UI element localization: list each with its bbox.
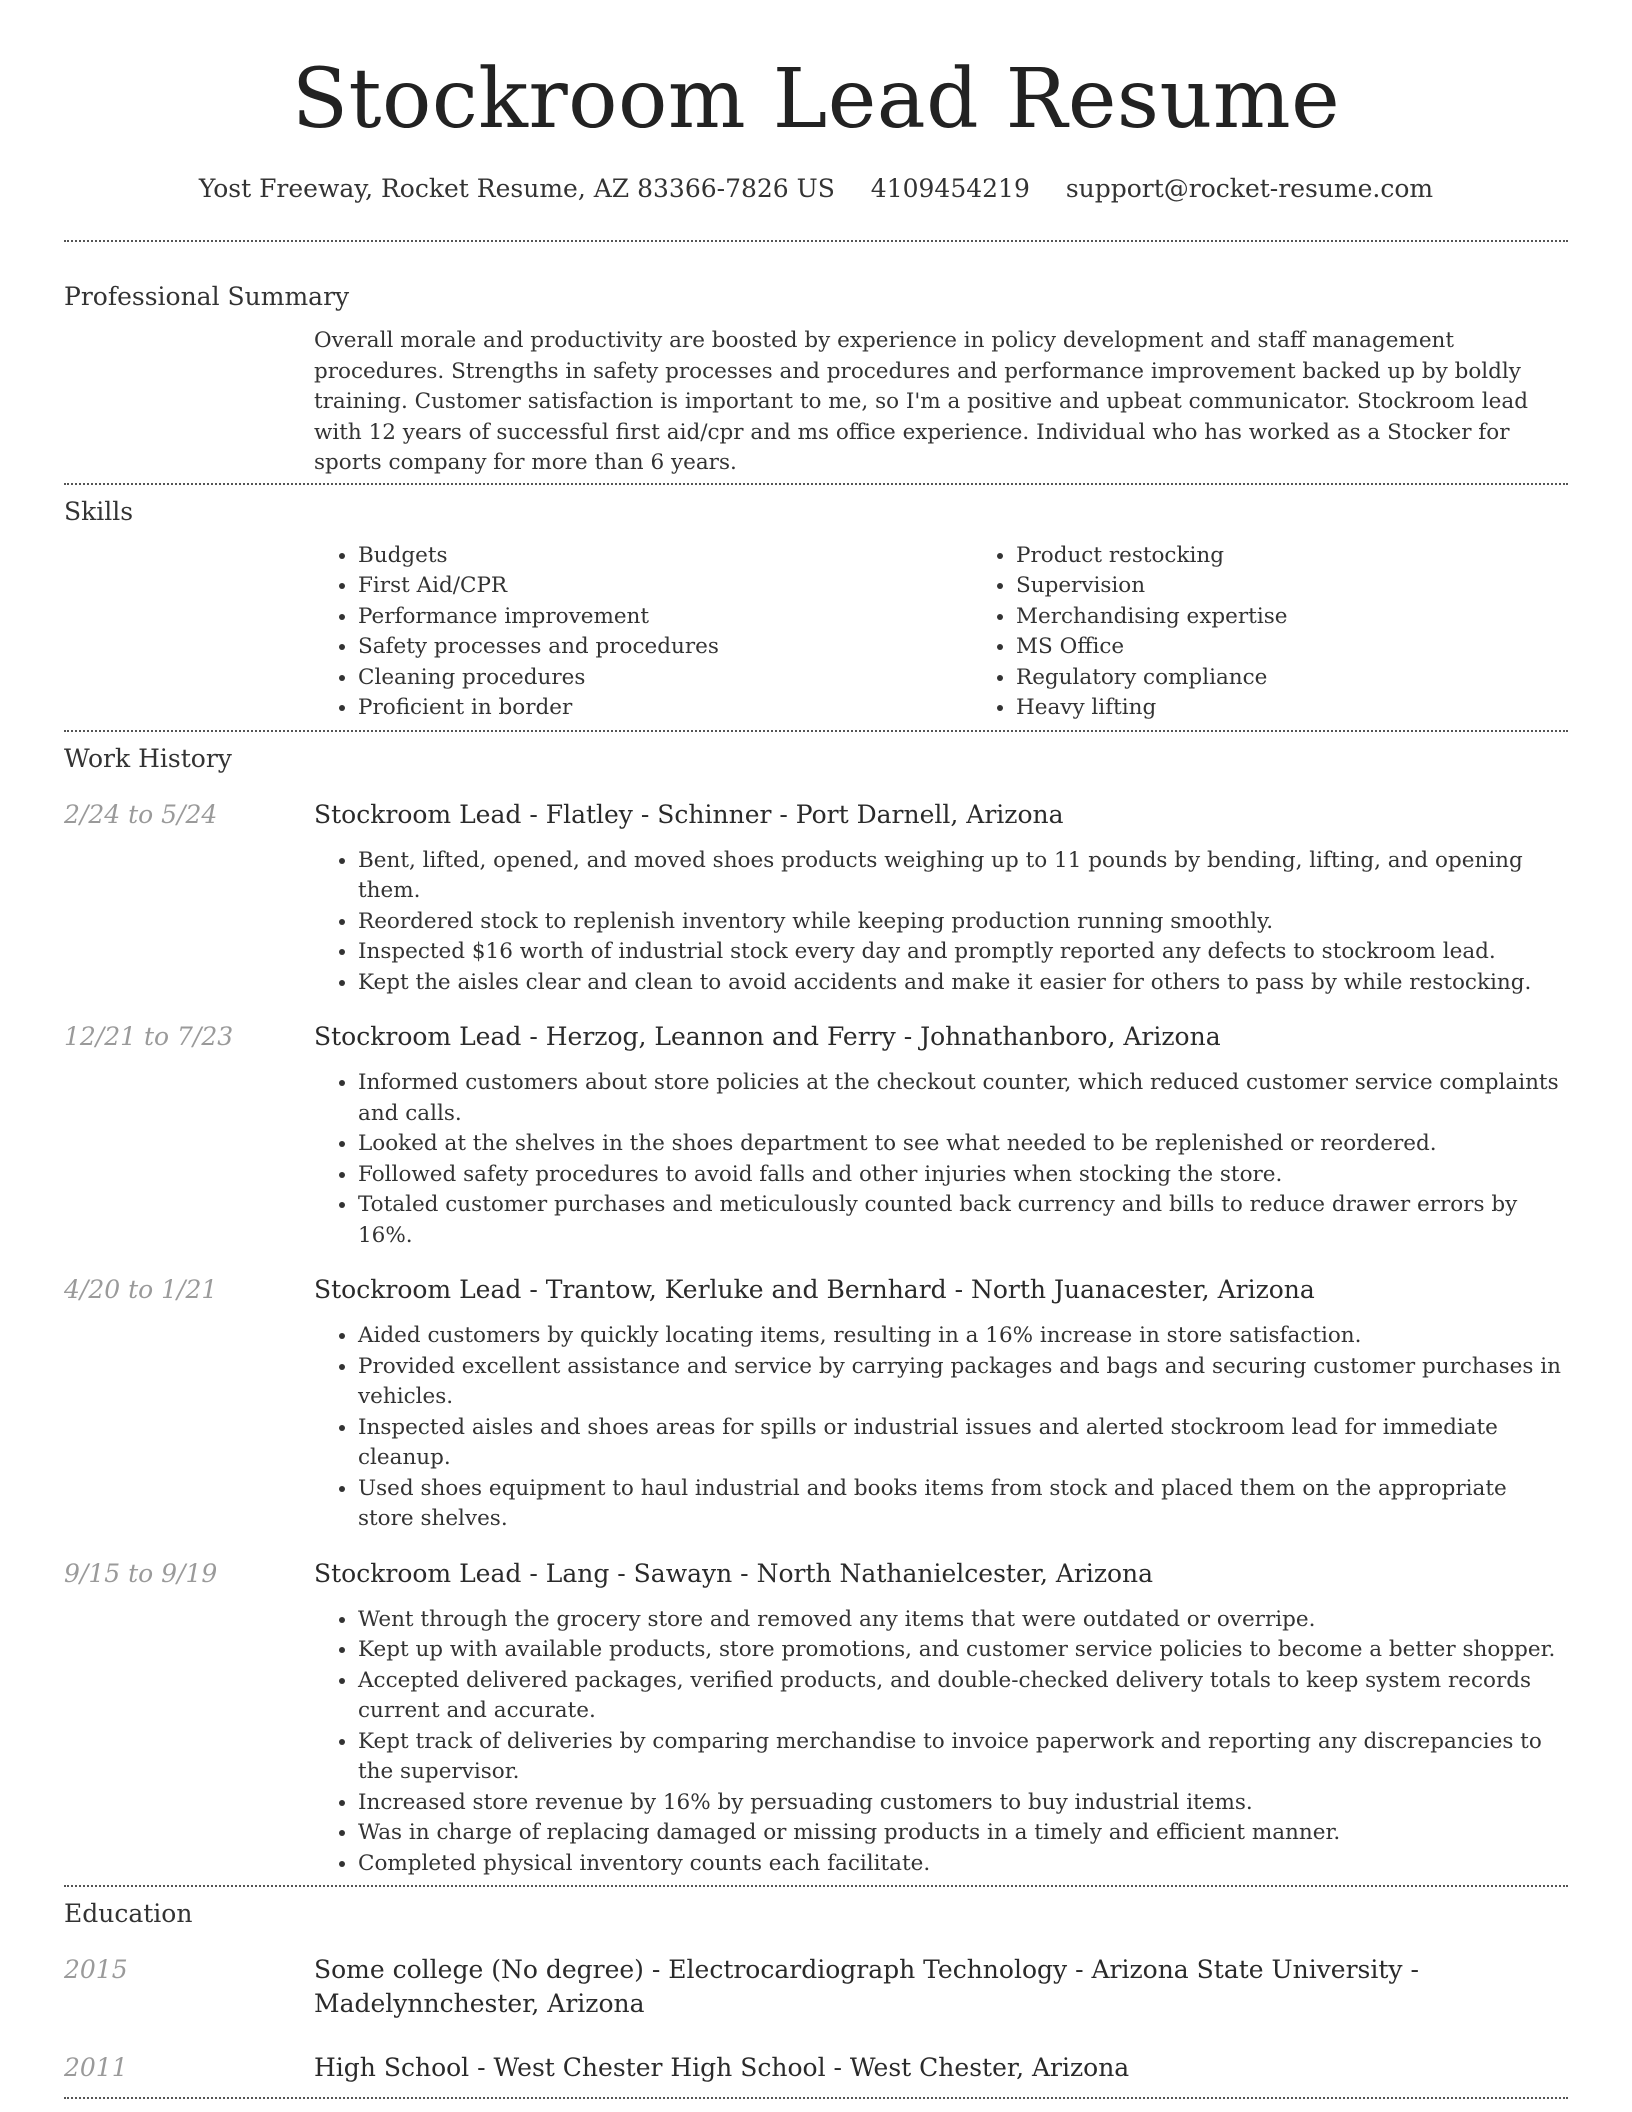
job-duty: • Kept track of deliveries by comparing merchandise to invoice paperwork and reporting any discrepancies to the supervisor. xyxy=(358,1727,1568,1788)
education-entry xyxy=(64,2051,1568,2085)
job-duty: • Provided excellent assistance and service by carrying packages and bags and securing customer purchases in vehicles. xyxy=(358,1352,1568,1413)
job-entry xyxy=(64,798,1568,999)
job-duty: • Inspected $16 worth of industrial stock every day and promptly reported any defects to stockroom lead. xyxy=(358,937,1568,968)
job-duty: • Kept up with available products, store promotions, and customer service policies to become a better shopper. xyxy=(358,1635,1568,1666)
job-duty: • Was in charge of replacing damaged or missing products in a timely and efficient manner. xyxy=(358,1818,1568,1849)
resume-page xyxy=(64,0,1568,2099)
skill-item: • First Aid/CPR xyxy=(358,571,928,602)
job-duty: • Bent, lifted, opened, and moved shoes products weighing up to 11 pounds by bending, lifting, and opening them. xyxy=(358,846,1568,907)
job-entry xyxy=(64,1557,1568,1880)
skill-item: • Supervision xyxy=(1016,571,1586,602)
education-heading: Education xyxy=(64,1899,193,1928)
education-entry xyxy=(64,1953,1568,2021)
job-duties xyxy=(314,846,1568,999)
skill-item: • Safety processes and procedures xyxy=(358,632,928,663)
job-duty: • Completed physical inventory counts each facilitate. xyxy=(358,1849,1568,1880)
contact-address: Yost Freeway, Rocket Resume, AZ 83366-7826 US xyxy=(198,174,835,203)
job-dates: 9/15 to 9/19 xyxy=(64,1558,218,1588)
divider xyxy=(64,2097,1568,2099)
job-duty: • Followed safety procedures to avoid falls and other injuries when stocking the store. xyxy=(358,1160,1568,1191)
job-title: Stockroom Lead - Trantow, Kerluke and Bernhard - North Juanacester, Arizona xyxy=(314,1275,1315,1304)
divider xyxy=(64,240,1568,242)
education-detail: High School - West Chester High School - West Chester, Arizona xyxy=(314,2053,1130,2082)
contact-email: support@rocket-resume.com xyxy=(1065,174,1434,203)
job-duty: • Informed customers about store policies at the checkout counter, which reduced customer service complaints and calls. xyxy=(358,1068,1568,1129)
education-detail: Some college (No degree) - Electrocardiograph Technology - Arizona State University - Madelynnchester, Arizona xyxy=(314,1955,1419,2018)
divider xyxy=(64,730,1568,732)
job-entry xyxy=(64,1273,1568,1535)
skills-list xyxy=(314,541,1568,724)
job-title: Stockroom Lead - Flatley - Schinner - Port Darnell, Arizona xyxy=(314,799,1064,829)
skill-item: • Regulatory compliance xyxy=(1016,663,1586,694)
skill-item: • Heavy lifting xyxy=(1016,693,1586,724)
job-title: Stockroom Lead - Herzog, Leannon and Ferry - Johnathanboro, Arizona xyxy=(314,1022,1221,1051)
job-dates: 2/24 to 5/24 xyxy=(64,799,218,829)
education-year: 2011 xyxy=(64,2053,128,2082)
job-duties xyxy=(314,1605,1568,1880)
skills-heading: Skills xyxy=(64,496,134,526)
resume-title: Stockroom Lead Resume xyxy=(291,52,1341,147)
skill-item: • Product restocking xyxy=(1016,541,1586,572)
job-duties xyxy=(314,1068,1568,1251)
summary-heading: Professional Summary xyxy=(64,282,350,311)
skill-item: • Proficient in border xyxy=(358,693,928,724)
job-duty: • Accepted delivered packages, verified products, and double-checked delivery totals to keep system records current and accurate. xyxy=(358,1666,1568,1727)
skill-item: • MS Office xyxy=(1016,632,1586,663)
skill-item: • Performance improvement xyxy=(358,602,928,633)
summary-text: Overall morale and productivity are boosted by experience in policy development and staff management procedures. Strengths in safety processes and procedures and performance improvement backed up by boldly training. Customer satisfaction is important to me, so I'm a positive and upbeat communicator. Stockroom lead with 12 years of successful first aid/cpr and ms office experience. Individual who has worked as a Stocker for sports company for more than 6 years. xyxy=(314,328,1528,475)
job-duty: • Totaled customer purchases and meticulously counted back currency and bills to reduce drawer errors by 16%. xyxy=(358,1190,1568,1251)
job-duty: • Kept the aisles clear and clean to avoid accidents and make it easier for others to pass by while restocking. xyxy=(358,968,1568,999)
job-duty: • Looked at the shelves in the shoes department to see what needed to be replenished or reordered. xyxy=(358,1129,1568,1160)
job-duties xyxy=(314,1321,1568,1535)
job-duty: • Used shoes equipment to haul industrial and books items from stock and placed them on the appropriate store shelves. xyxy=(358,1474,1568,1535)
contact-phone: 4109454219 xyxy=(870,174,1030,203)
job-dates: 12/21 to 7/23 xyxy=(64,1022,234,1051)
job-entry xyxy=(64,1020,1568,1251)
divider xyxy=(64,1885,1568,1887)
job-duty: • Reordered stock to replenish inventory while keeping production running smoothly. xyxy=(358,907,1568,938)
skill-item: • Merchandising expertise xyxy=(1016,602,1586,633)
job-dates: 4/20 to 1/21 xyxy=(64,1275,218,1304)
job-duty: • Aided customers by quickly locating items, resulting in a 16% increase in store satisfaction. xyxy=(358,1321,1568,1352)
work-heading: Work History xyxy=(64,743,232,773)
divider xyxy=(64,483,1568,485)
job-duty: • Went through the grocery store and removed any items that were outdated or overripe. xyxy=(358,1605,1568,1636)
skills-column-left xyxy=(314,541,928,724)
education-year: 2015 xyxy=(64,1955,128,1984)
job-duty: • Inspected aisles and shoes areas for spills or industrial issues and alerted stockroom lead for immediate cleanup. xyxy=(358,1413,1568,1474)
job-duty: • Increased store revenue by 16% by persuading customers to buy industrial items. xyxy=(358,1788,1568,1819)
skills-column-right xyxy=(972,541,1586,724)
job-title: Stockroom Lead - Lang - Sawayn - North Nathanielcester, Arizona xyxy=(314,1558,1154,1588)
skill-item: • Budgets xyxy=(358,541,928,572)
contact-line xyxy=(64,172,1568,206)
skill-item: • Cleaning procedures xyxy=(358,663,928,694)
